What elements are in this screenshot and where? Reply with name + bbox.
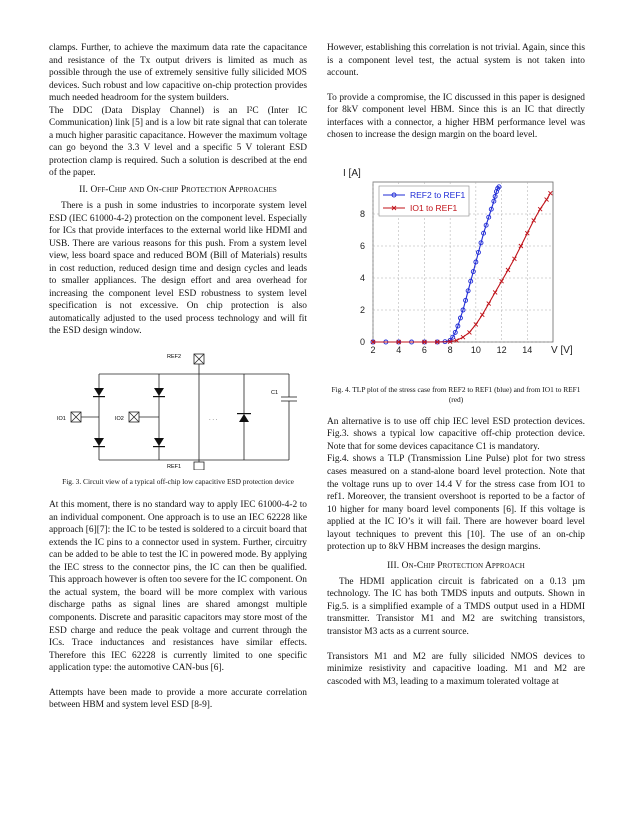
x-tick-label: 8 <box>447 344 453 355</box>
c1-label: C1 <box>271 390 279 397</box>
ref2-label: REF2 <box>167 354 182 361</box>
ref1-label: REF1 <box>167 464 182 471</box>
x-tick-label: 4 <box>396 344 402 355</box>
figure-4-caption: Fig. 4. TLP plot of the stress case from REF2 to REF1 (blue) and from IO1 to REF1 (red) <box>331 384 581 404</box>
ellipsis-label: . . . <box>209 416 218 423</box>
y-tick-label: 0 <box>359 336 365 347</box>
left-paragraph-5: Attempts have been made to provide a more accurate correlation between HBM and system level ESD [8-9]. <box>49 687 307 711</box>
legend-label: IO1 to REF1 <box>410 202 458 213</box>
io1-label: IO1 <box>57 416 66 423</box>
right-paragraph-6: Transistors M1 and M2 are fully silicided NMOS devices to minimize resistivity and capacitive loading. M1 and M2 are cascoded with M3, leading to a maximum tolerated voltage at <box>327 651 585 687</box>
left-column <box>49 42 307 712</box>
y-tick-label: 4 <box>359 272 365 283</box>
x-axis-label: V [V] <box>551 344 573 356</box>
circuit-diagram <box>49 344 307 470</box>
left-paragraph-4: At this moment, there is no standard way to apply IEC 61000-4-2 to an individual component. One approach is to use an IEC 62228 like approach [6][7]: the IC to be tested is soldered to a circuit board that extends the IC pins to a connector used in system. Further, circuitry can be added to be able to test the IC in powered mode. By applying the IEC stress to the connector pins, the IC can then be qualified. This approach however is often too severe for the IC component. On the actual system, the board will be more complex with various discharge paths as signal lines are shared amongst multiple components. Discrete and parasitic capacitors may store most of the ESD charge and reduce the peak voltage and current through the ICs. Trace inductances and resistances have similar effects. Therefore this IEC 62228 is currently limited to one specific application type: the automotive CAN-bus [6]. <box>49 500 307 674</box>
x-tick-label: 2 <box>370 344 376 355</box>
figure-3-caption: Fig. 3. Circuit view of a typical off-chip low capacitive ESD protection device <box>62 477 294 487</box>
left-paragraph-2: The DDC (Data Display Channel) is an I²C (Inter IC Communication) link [5] and is a low bit rate signal that can tolerate a much higher parasitic capacitance. However the maximum voltage can go beyond the 3.3 V level and a specific 5 V tolerant ESD protection clamp is required. Such a solution is described at the end of the paper. <box>49 105 307 179</box>
x-tick-label: 6 <box>421 344 427 355</box>
y-tick-label: 2 <box>359 304 365 315</box>
section-heading-2: II. Off-Chip and On-chip Protection Approaches <box>79 185 277 196</box>
figure-3 <box>49 344 307 487</box>
x-tick-label: 10 <box>470 344 481 355</box>
right-paragraph-3: An alternative is to use off chip IEC level ESD protection devices. Fig.3. shows a typical low capacitive off-chip protection device. Note that for some devices capacitance C1 is mandatory. <box>327 416 585 452</box>
right-paragraph-1: However, establishing this correlation is not trivial. Again, since this is a component level test, the actual system is not taken into account. <box>327 43 585 79</box>
figure-4 <box>327 150 585 405</box>
y-axis-label: I [A] <box>343 167 361 179</box>
left-paragraph-3: There is a push in some industries to incorporate system level ESD (IEC 61000-4-2) protection on the component level. Especially for ICs that provide interfaces to the external world like HDMI and USB. There are various reasons for this push. From a system level view, less board space and reduced BOM (Bill of Materials) results in cost reduction, reduced design time and design cycles and leads to smaller appliances. The design effort and area overhead for increasing the component level ESD robustness to system level specification is not excessive. On chip protection is also automatically adjusted to the used process technology and will fit the ESD design window. <box>49 201 307 337</box>
right-paragraph-5: The HDMI application circuit is fabricated on a 0.13 µm technology. The IC has both TMDS inputs and outputs. Shown in Fig.5. is a simplified example of a TMDS output used in a HDMI transmitter. Transistor M1 and M2 are switching transistors, transistor M3 acts as a current source. <box>327 576 585 638</box>
legend-label: REF2 to REF1 <box>410 189 466 200</box>
x-tick-label: 12 <box>496 344 507 355</box>
right-column <box>327 42 585 688</box>
io2-label: IO2 <box>115 416 124 423</box>
left-paragraph-1: clamps. Further, to achieve the maximum data rate the capacitance and resistance of the Tx output drivers is limited as much as possible through the use of extremely sensitive fully silicided MOS devices. Such robust and low capacitive on-chip protection provides much needed headroom for the system builders. <box>49 43 307 104</box>
right-paragraph-2: To provide a compromise, the IC discussed in this paper is designed for 8kV component level HBM. Since this is an IC that directly interfaces with a connector, a higher HBM performance level was chosen to increase the design margin on the board level. <box>327 92 585 141</box>
y-tick-label: 6 <box>359 240 365 251</box>
right-paragraph-4: Fig.4. shows a TLP (Transmission Line Pulse) plot for two stress cases measured on a stand-alone board level protection. Note that the voltage runs up to over 14.4 V for the stress case from IO1 to ref1. Moreover, the transient overshoot is reported to be a factor of 10 higher for many board level components [6]. If this voltage is applied at the IC IO’s it will fail. There are however board level layout techniques to prevent this [10]. The use of an on-chip protection up to 8kV HBM increases the design margins. <box>327 454 585 553</box>
tlp-chart <box>327 150 585 380</box>
section-heading-3: III. On-Chip Protection Approach <box>387 560 525 571</box>
x-tick-label: 14 <box>522 344 533 355</box>
y-tick-label: 8 <box>359 208 365 219</box>
